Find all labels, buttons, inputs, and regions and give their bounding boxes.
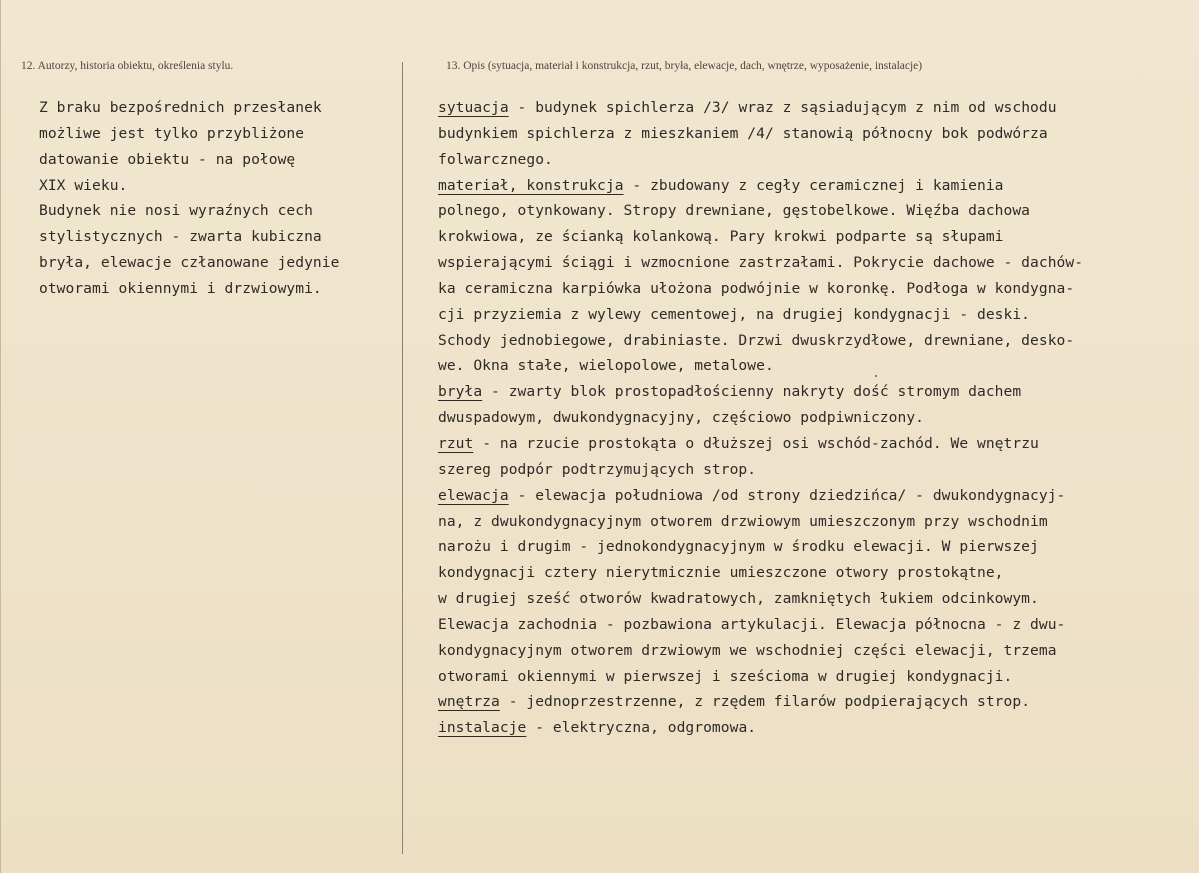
- line-text: w drugiej sześć otworów kwadratowych, zamkniętych łukiem odcinkowym.: [438, 590, 1039, 608]
- line-text: ka ceramiczna karpiówka ułożona podwójnie w koronkę. Podłoga w kondygna-: [438, 279, 1075, 297]
- section-keyword: elewacja: [438, 486, 509, 504]
- line-text: - na rzucie prostokąta o dłuższej osi wschód-zachód. We wnętrzu: [473, 434, 1039, 452]
- text-line: [438, 276, 1083, 302]
- section-keyword: wnętrza: [438, 693, 500, 711]
- text-line: [438, 121, 1083, 147]
- section-keyword: sytuacja: [438, 99, 509, 116]
- line-text: - elewacja południowa /od strony dziedzińca/ - dwukondygnacyj-: [508, 486, 1066, 504]
- text-line: [438, 560, 1083, 586]
- text-line: [438, 198, 1083, 224]
- text-line: [438, 173, 1083, 199]
- line-text: - budynek spichlerza /3/ wraz z sąsiadującym z nim od wschodu: [508, 99, 1057, 116]
- text-line: stylistycznych - zwarta kubiczna: [39, 228, 322, 246]
- section-keyword: bryła: [438, 383, 483, 401]
- text-line: [438, 147, 1083, 173]
- line-text: otworami okiennymi w pierwszej i sześcioma w drugiej kondygnacji.: [438, 667, 1013, 685]
- text-line: [438, 302, 1083, 328]
- line-text: kondygnacji cztery nierytmicznie umieszczone otwory prostokątne,: [438, 564, 1004, 582]
- text-line: [438, 664, 1083, 690]
- ink-speck: [875, 375, 877, 377]
- text-line: [438, 715, 1083, 741]
- text-line: [438, 95, 1083, 121]
- text-line: otworami okiennymi i drzwiowymi.: [39, 279, 322, 297]
- text-line: [438, 638, 1083, 664]
- line-text: Schody jednobiegowe, drabiniaste. Drzwi dwuskrzydłowe, drewniane, desko-: [438, 331, 1075, 349]
- line-text: polnego, otynkowany. Stropy drewniane, gęstobelkowe. Więźba dachowa: [438, 202, 1031, 220]
- text-line: bryła, elewacje człanowane jedynie: [39, 254, 340, 272]
- line-text: wspierającymi ściągi i wzmocnione zastrzałami. Pokrycie dachowe - dachów-: [438, 254, 1084, 272]
- text-line: Budynek nie nosi wyraźnych cech: [39, 202, 313, 220]
- line-text: cji przyziemia z wylewy cementowej, na drugiej kondygnacji - deski.: [438, 305, 1031, 323]
- section-13-header: 13. Opis (sytuacja, materiał i konstrukcja, rzut, bryła, elewacje, dach, wnętrze, wyposażenie, instalacje): [446, 60, 923, 72]
- text-line: [438, 586, 1083, 612]
- line-text: narożu i drugim - jednokondygnacyjnym w środku elewacji. W pierwszej: [438, 538, 1039, 556]
- text-line: [438, 431, 1083, 457]
- line-text: Elewacja zachodnia - pozbawiona artykulacji. Elewacja północna - z dwu-: [438, 615, 1066, 633]
- section-keyword: rzut: [438, 434, 474, 452]
- text-line: możliwe jest tylko przybliżone: [39, 124, 305, 142]
- line-text: na, z dwukondygnacyjnym otworem drzwiowym umieszczonym przy wschodnim: [438, 512, 1048, 530]
- line-text: - elektryczna, odgromowa.: [526, 719, 757, 737]
- text-line: Z braku bezpośrednich przesłanek: [39, 99, 322, 116]
- text-line: [438, 534, 1083, 560]
- section-keyword: materiał, konstrukcja: [438, 176, 624, 194]
- line-text: - jednoprzestrzenne, z rzędem filarów podpierających strop.: [499, 693, 1031, 711]
- text-line: [438, 328, 1083, 354]
- text-line: [438, 379, 1083, 405]
- text-line: [438, 353, 1083, 379]
- line-text: budynkiem spichlerza z mieszkaniem /4/ stanowią północny bok podwórza: [438, 124, 1048, 142]
- text-line: XIX wieku.: [39, 176, 128, 194]
- text-line: [438, 457, 1083, 483]
- line-text: folwarcznego.: [438, 150, 553, 168]
- line-text: - zbudowany z cegły ceramicznej i kamienia: [623, 176, 1004, 194]
- text-line: [438, 250, 1083, 276]
- line-text: dwuspadowym, dwukondygnacyjny, częściowo podpiwniczony.: [438, 409, 924, 427]
- column-divider: [402, 62, 403, 854]
- line-text: kondygnacyjnym otworem drzwiowym we wschodniej części elewacji, trzema: [438, 641, 1057, 659]
- line-text: - zwarty blok prostopadłościenny nakryty dość stromym dachem: [482, 383, 1022, 401]
- line-text: we. Okna stałe, wielopolowe, metalowe.: [438, 357, 774, 375]
- section-keyword: instalacje: [438, 719, 527, 737]
- line-text: krokwiowa, ze ścianką kolankową. Pary krokwi podparte są słupami: [438, 228, 1004, 246]
- text-line: [438, 224, 1083, 250]
- description-text: [438, 95, 1083, 741]
- text-line: [438, 509, 1083, 535]
- text-line: [438, 483, 1083, 509]
- section-12-header: 12. Autorzy, historia obiektu, określenia stylu.: [21, 60, 234, 72]
- text-line: datowanie obiektu - na połowę: [39, 150, 296, 168]
- text-line: [438, 689, 1083, 715]
- text-line: [438, 612, 1083, 638]
- line-text: szereg podpór podtrzymujących strop.: [438, 460, 757, 478]
- history-text: [39, 95, 339, 302]
- text-line: [438, 405, 1083, 431]
